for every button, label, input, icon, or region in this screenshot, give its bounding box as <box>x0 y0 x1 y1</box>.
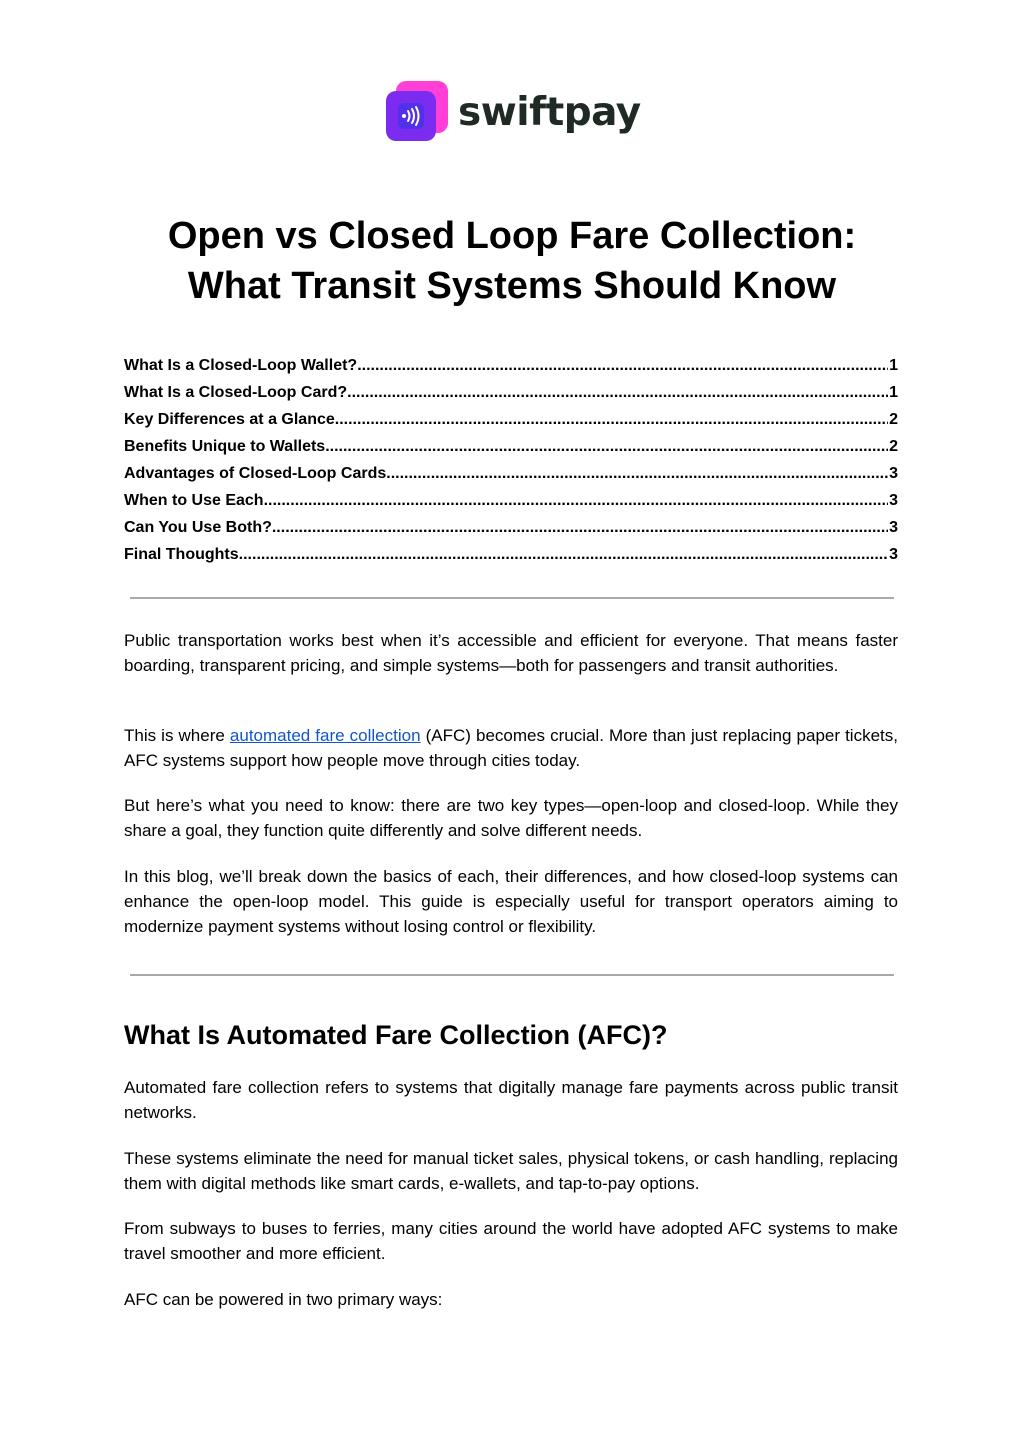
toc-item-when-to-use[interactable] <box>124 487 898 514</box>
horizontal-divider <box>130 974 894 976</box>
intro-paragraph-3: But here’s what you need to know: there are two key types—open-loop and closed-loop. While they share a goal, they function quite differently and solve different needs. <box>124 796 898 840</box>
toc-item-benefits-wallets[interactable] <box>124 433 898 460</box>
toc-label: Can You Use Both? <box>124 519 272 536</box>
toc-page: 2 <box>889 438 898 455</box>
intro-paragraph-2-text: This is where <box>124 726 230 745</box>
toc-page: 3 <box>889 546 898 563</box>
toc-label: When to Use Each <box>124 492 264 509</box>
toc-label: Advantages of Closed-Loop Cards <box>124 465 387 482</box>
section-heading-afc: What Is Automated Fare Collection (AFC)? <box>124 1020 668 1050</box>
toc-item-closed-loop-wallet[interactable] <box>124 352 898 379</box>
toc-page: 1 <box>889 384 898 401</box>
intro-paragraph-2 <box>124 723 898 773</box>
contactless-icon <box>386 81 448 143</box>
toc-page: 3 <box>889 465 898 482</box>
logo-text: swiftpay <box>458 89 641 135</box>
toc-item-advantages-cards[interactable] <box>124 460 898 487</box>
toc-item-final-thoughts[interactable] <box>124 541 898 568</box>
toc-label: Key Differences at a Glance <box>124 411 335 428</box>
swiftpay-logo <box>386 81 641 143</box>
toc-label: What Is a Closed-Loop Card? <box>124 384 348 401</box>
toc-label: Final Thoughts <box>124 546 239 563</box>
toc-page: 3 <box>889 519 898 536</box>
intro-paragraph-1: Public transportation works best when it’s accessible and efficient for everyone. That means faster boarding, transparent pricing, and simple systems—both for passengers and transit authorities. <box>124 631 898 675</box>
afc-paragraph-4: AFC can be powered in two primary ways: <box>124 1290 443 1309</box>
toc-page: 1 <box>889 357 898 374</box>
horizontal-divider <box>130 597 894 599</box>
toc-label: Benefits Unique to Wallets <box>124 438 326 455</box>
toc-item-key-differences[interactable] <box>124 406 898 433</box>
automated-fare-collection-link[interactable]: automated fare collection <box>229 726 421 745</box>
title-line-2: What Transit Systems Should Know <box>187 265 837 307</box>
intro-paragraph-4: In this blog, we’ll break down the basics of each, their differences, and how closed-loop systems can enhance the open-loop model. This guide is especially useful for transport operators aiming to modernize payment systems without losing control or flexibility. <box>124 867 898 936</box>
table-of-contents <box>124 352 898 568</box>
afc-paragraph-1: Automated fare collection refers to systems that digitally manage fare payments across public transit networks. <box>124 1078 898 1122</box>
toc-page: 2 <box>889 411 898 428</box>
afc-paragraph-3: From subways to buses to ferries, many cities around the world have adopted AFC systems to make travel smoother and more efficient. <box>124 1219 898 1263</box>
toc-item-closed-loop-card[interactable] <box>124 379 898 406</box>
afc-paragraph-2: These systems eliminate the need for manual ticket sales, physical tokens, or cash handling, replacing them with digital methods like smart cards, e-wallets, and tap-to-pay options. <box>124 1149 898 1193</box>
toc-label: What Is a Closed-Loop Wallet? <box>124 357 358 374</box>
page-title <box>0 211 1024 311</box>
toc-page: 3 <box>889 492 898 509</box>
toc-item-use-both[interactable] <box>124 514 898 541</box>
title-line-1: Open vs Closed Loop Fare Collection: <box>167 215 857 257</box>
intro-paragraph-2-text-end: (AFC) becomes crucial. More than just replacing paper tickets, AFC systems support how people move through cities today. <box>124 726 898 770</box>
